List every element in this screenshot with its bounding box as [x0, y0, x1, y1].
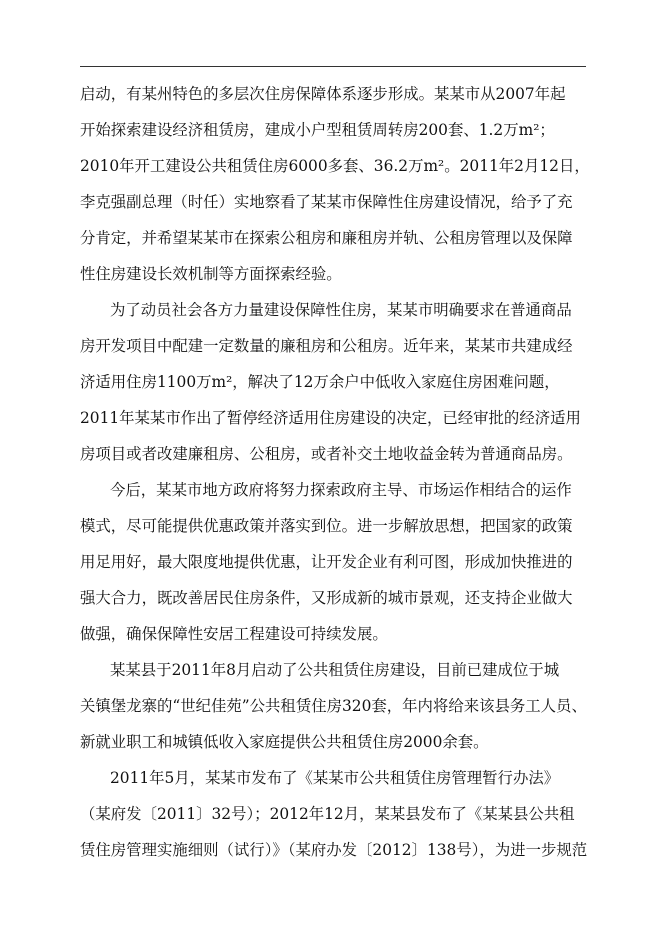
- text-line: 启动，有某州特色的多层次住房保障体系逐步形成。某某市从2007年起: [80, 85, 566, 103]
- text-line: 关镇堡龙寨的“世纪佳苑”公共租赁住房320套，年内将给来该县务工人员、: [80, 697, 587, 715]
- text-line: 房项目或者改建廉租房、公租房，或者补交土地收益金转为普通商品房。: [80, 445, 573, 463]
- text-line: 性住房建设长效机制等方面探索经验。: [80, 265, 342, 283]
- header-rule: [80, 66, 586, 67]
- text-line: 模式，尽可能提供优惠政策并落实到位。进一步解放思想，把国家的政策: [80, 517, 573, 535]
- paragraph-3: [80, 472, 590, 652]
- text-line: 济适用住房1100万m²，解决了12万余户中低收入家庭住房困难问题，: [80, 373, 560, 391]
- text-line: 强大合力，既改善居民住房条件，又形成新的城市景观，还支持企业做大: [80, 589, 573, 607]
- text-line: 新就业职工和城镇低收入家庭提供公共租赁住房2000余套。: [80, 733, 489, 751]
- text-line: 李克强副总理（时任）实地察看了某某市保障性住房建设情况，给予了充: [80, 193, 573, 211]
- text-line: 为了动员社会各方力量建设保障性住房，某某市明确要求在普通商品: [110, 301, 572, 319]
- text-line: 用足用好，最大限度地提供优惠，让开发企业有利可图，形成加快推进的: [80, 553, 573, 571]
- paragraph-2: [80, 292, 590, 472]
- text-line: 房开发项目中配建一定数量的廉租房和公租房。近年来，某某市共建成经: [80, 337, 573, 355]
- text-line: 分肯定，并希望某某市在探索公租房和廉租房并轨、公租房管理以及保障: [80, 229, 573, 247]
- text-line: 赁住房管理实施细则（试行）》（某府办发〔2012〕138号），为进一步规范: [80, 841, 588, 859]
- text-line: 2011年5月，某某市发布了《某某市公共租赁住房管理暂行办法》: [110, 769, 560, 787]
- text-line: （某府发〔2011〕32号）；2012年12月，某某县发布了《某某县公共租: [80, 805, 575, 823]
- text-line: 某某县于2011年8月启动了公共租赁住房建设，目前已建成位于城: [110, 661, 560, 679]
- text-line: 开始探索建设经济租赁房，建成小户型租赁周转房200套、1.2万m²；: [80, 121, 555, 139]
- text-line: 做强，确保保障性安居工程建设可持续发展。: [80, 625, 388, 643]
- text-line: 2011年某某市作出了暂停经济适用住房建设的决定，已经审批的经济适用: [80, 409, 581, 427]
- text-line: 今后，某某市地方政府将努力探索政府主导、市场运作相结合的运作: [110, 481, 572, 499]
- document-body: [80, 76, 590, 868]
- paragraph-1: [80, 76, 590, 292]
- text-line: 2010年开工建设公共租赁住房6000多套、36.2万m²。2011年2月12日，: [80, 157, 590, 175]
- paragraph-5: [80, 760, 590, 868]
- paragraph-4: [80, 652, 590, 760]
